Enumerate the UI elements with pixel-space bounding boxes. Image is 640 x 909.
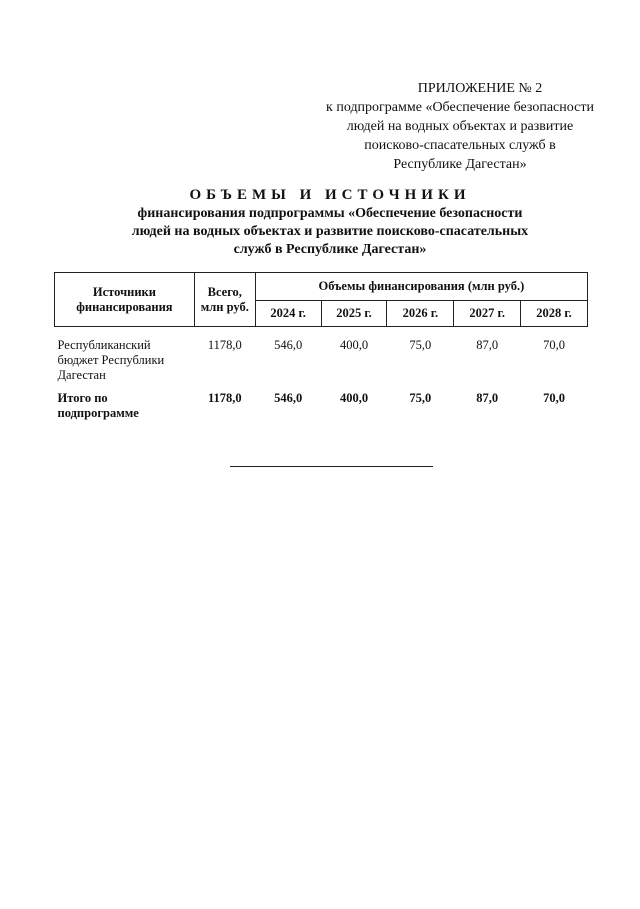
document-heading — [60, 185, 600, 259]
header-year: 2028 г. — [521, 301, 588, 327]
heading-title: ОБЪЕМЫ И ИСТОЧНИКИ — [189, 187, 471, 203]
cell-value: 75,0 — [409, 390, 432, 405]
appendix-block — [300, 79, 620, 174]
closing-rule — [230, 466, 433, 467]
appendix-line: поисково-спасательных служб в — [364, 138, 556, 153]
header-year: 2027 г. — [454, 301, 521, 327]
cell-total: 1178,0 — [207, 337, 242, 352]
appendix-line: Республике Дагестан» — [393, 157, 527, 172]
cell-source: Итого по подпрограмме — [57, 390, 139, 420]
header-volumes: Объемы финансирования (млн руб.) — [255, 273, 587, 301]
table-row — [55, 335, 588, 389]
appendix-line: людей на водных объектах и развитие — [346, 119, 574, 134]
heading-subtitle-line: финансирования подпрограммы «Обеспечение безопасности — [137, 206, 523, 221]
cell-value: 546,0 — [274, 390, 303, 405]
cell-value: 70,0 — [543, 390, 565, 405]
cell-value: 400,0 — [339, 390, 369, 405]
cell-source: Республиканский бюджет Республики Дагестан — [57, 337, 165, 382]
appendix-title: ПРИЛОЖЕНИЕ № 2 — [417, 81, 543, 96]
header-year: 2026 г. — [387, 301, 454, 327]
header-year: 2024 г. — [255, 301, 321, 327]
header-source: Источники финансирования — [55, 273, 195, 327]
cell-value: 400,0 — [339, 337, 369, 352]
cell-value: 546,0 — [274, 337, 303, 352]
cell-total: 1178,0 — [207, 390, 242, 405]
cell-value: 75,0 — [409, 337, 432, 352]
header-total: Всего, млн руб. — [194, 273, 255, 327]
header-year: 2025 г. — [321, 301, 387, 327]
heading-subtitle-line: людей на водных объектах и развитие поисково-спасательных — [131, 224, 529, 239]
heading-subtitle-line: служб в Республике Дагестан» — [233, 242, 427, 257]
financing-table — [54, 272, 588, 421]
table-row-total — [55, 389, 588, 421]
cell-value: 70,0 — [543, 337, 565, 352]
cell-value: 87,0 — [476, 390, 499, 405]
cell-value: 87,0 — [476, 337, 499, 352]
appendix-line: к подпрограмме «Обеспечение безопасности — [326, 100, 594, 115]
